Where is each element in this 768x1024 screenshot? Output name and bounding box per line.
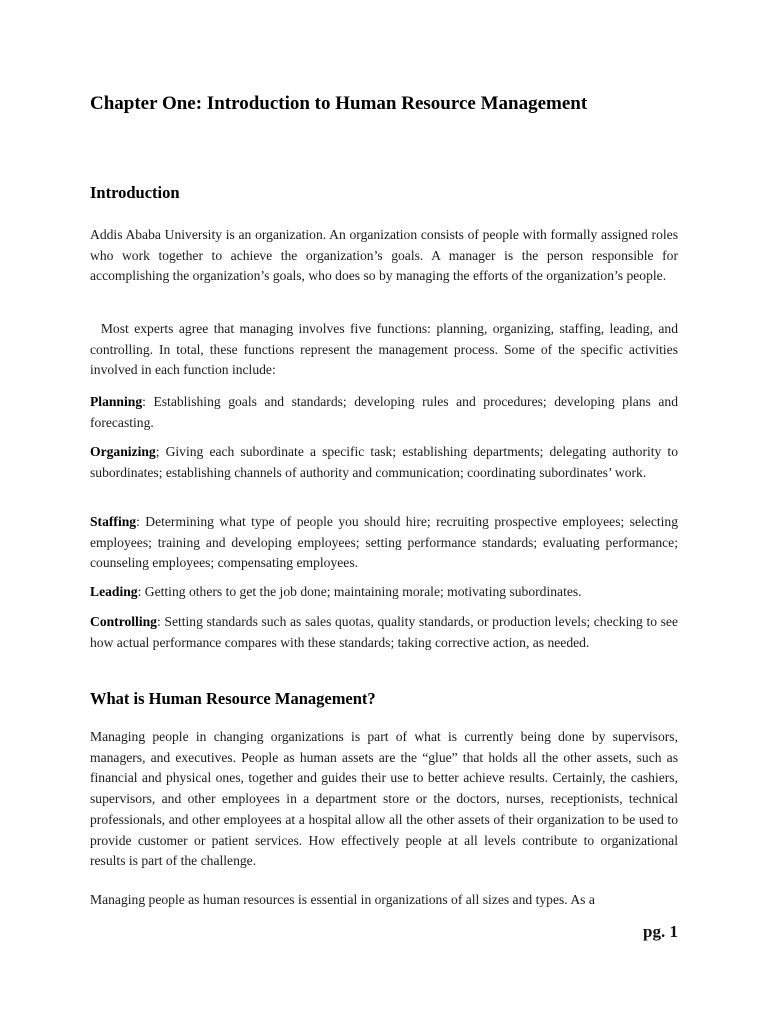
function-organizing: [90, 442, 678, 483]
function-description: Setting standards such as sales quotas, quality standards, or production levels; checking to see how actual performance compares with these standards; taking corrective action, as needed.: [90, 614, 678, 650]
hrm-paragraph-1: Managing people in changing organizations is part of what is currently being done by supervisors, managers, and executives. People as human assets are the “glue” that holds all the other assets, such as financial and physical ones, together and guides their use to better achieve results. Certainly, the cashiers, supervisors, and other employees in a department store or the doctors, nurses, receptionists, technical professionals, and other employees at a hospital allow all the other assets of their organization to be used to provide customer or patient services. How effectively people at all levels contribute to organizational results is part of the challenge.: [90, 729, 678, 869]
chapter-title: Chapter One: Introduction to Human Resource Management: [90, 93, 588, 114]
function-term: Organizing: [90, 444, 156, 459]
function-separator: ;: [155, 444, 160, 459]
section-heading-hrm: What is Human Resource Management?: [90, 689, 376, 708]
function-term: Planning: [90, 394, 143, 409]
function-separator: :: [136, 514, 140, 529]
function-separator: :: [156, 614, 161, 629]
hrm-paragraph-2: Managing people as human resources is essential in organizations of all sizes and types. As a: [90, 892, 595, 907]
function-term: Leading: [90, 584, 138, 599]
function-staffing: [90, 512, 678, 574]
intro-paragraph-2: Most experts agree that managing involves five functions: planning, organizing, staffing, leading, and controlling. In total, these functions represent the management process. Some of the specific activities involved in each function include:: [90, 321, 682, 378]
function-term: Staffing: [90, 514, 137, 529]
section-heading-introduction: Introduction: [90, 183, 180, 202]
intro-paragraph-1: Addis Ababa University is an organization. An organization consists of people with formally assigned roles who work together to achieve the organization’s goals. A manager is the person responsible for accomplishing the organization’s goals, who does so by managing the efforts of the organization’s people.: [90, 227, 678, 284]
function-planning: [90, 392, 678, 433]
function-separator: :: [142, 394, 146, 409]
function-leading: [90, 582, 678, 603]
function-description: Establishing goals and standards; developing rules and procedures; developing plans and forecasting.: [90, 394, 678, 430]
function-description: Determining what type of people you should hire; recruiting prospective employees; selecting employees; training and developing employees; setting performance standards; evaluating performance; counseling employees; compensating employees.: [90, 514, 678, 571]
function-separator: :: [137, 584, 142, 599]
function-description: Getting others to get the job done; maintaining morale; motivating subordinates.: [141, 584, 582, 599]
function-description: Giving each subordinate a specific task; establishing departments; delegating authority to subordinates; establishing channels of authority and communication; coordinating subordinates’ work.: [90, 444, 678, 480]
page-number: pg. 1: [643, 922, 678, 941]
function-term: Controlling: [90, 614, 157, 629]
function-controlling: [90, 612, 678, 653]
